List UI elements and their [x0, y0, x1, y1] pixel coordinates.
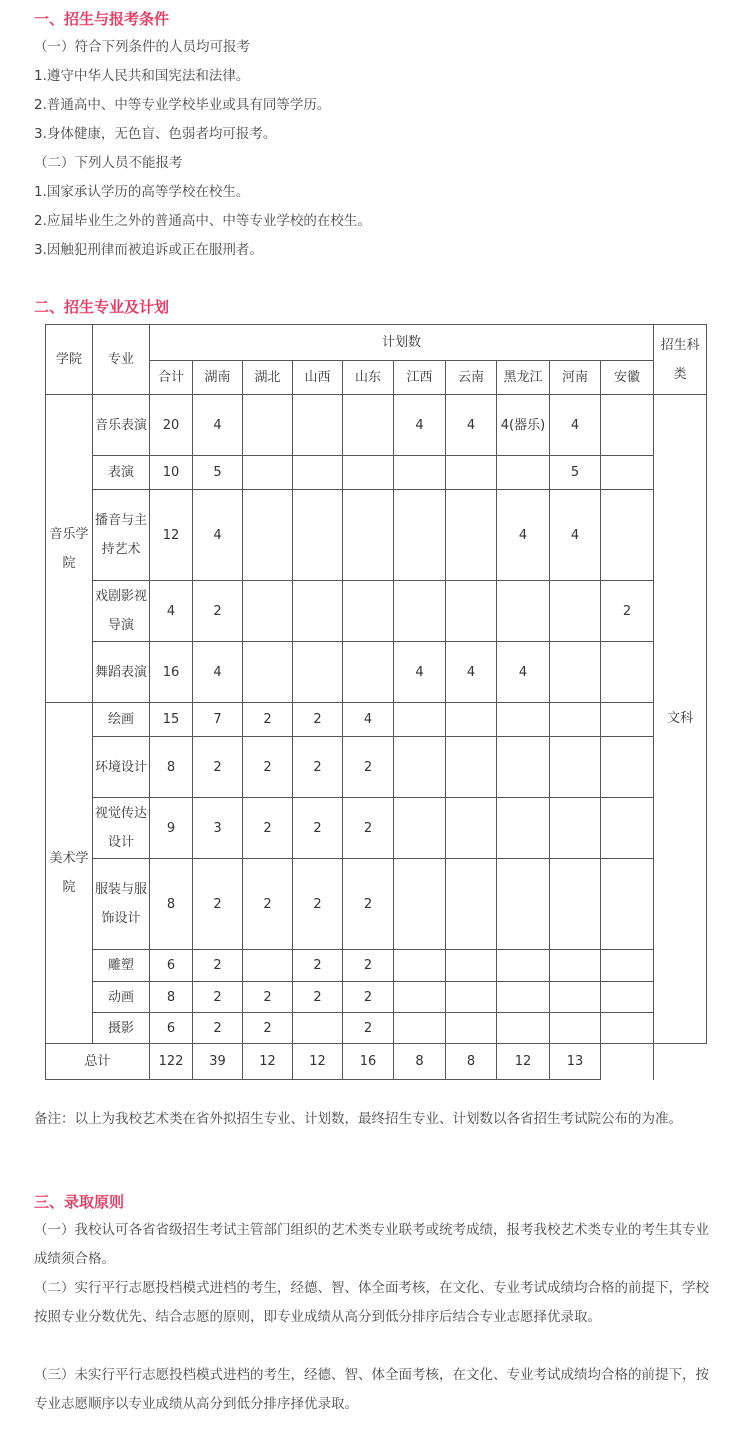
province-column-header: 河南 — [550, 361, 601, 395]
condition-line: 3.因触犯刑律而被追诉或正在服刑者。 — [34, 242, 263, 258]
table-row — [46, 798, 707, 859]
plan-count-cell — [497, 859, 550, 950]
table-row — [46, 982, 707, 1013]
plan-count-cell: 2 — [243, 859, 293, 950]
section-1-title: 一、招生与报考条件 — [34, 10, 170, 28]
total-cell: 39 — [193, 1044, 243, 1080]
plan-count-cell: 4 — [193, 490, 243, 581]
plan-count-cell: 15 — [150, 703, 193, 737]
plan-count-cell — [243, 456, 293, 490]
plan-count-cell: 2 — [343, 1013, 394, 1044]
plan-count-cell — [497, 950, 550, 982]
table-row — [46, 1013, 707, 1044]
plan-count-cell: 4 — [497, 490, 550, 581]
plan-count-cell — [446, 859, 497, 950]
total-label: 总计 — [46, 1044, 150, 1080]
major-cell: 音乐表演 — [93, 395, 150, 456]
plan-count-cell — [601, 642, 654, 703]
plan-count-cell — [601, 703, 654, 737]
enrollment-type-cell: 文科 — [654, 395, 707, 1044]
province-column-header: 合计 — [150, 361, 193, 395]
plan-count-cell — [446, 703, 497, 737]
plan-count-cell — [497, 982, 550, 1013]
plan-count-cell — [243, 395, 293, 456]
plan-count-cell: 2 — [243, 703, 293, 737]
plan-count-cell: 4 — [150, 581, 193, 642]
plan-count-cell: 9 — [150, 798, 193, 859]
section-2-title: 二、招生专业及计划 — [34, 298, 170, 316]
section-3-title: 三、录取原则 — [34, 1193, 125, 1211]
plan-count-cell — [497, 456, 550, 490]
plan-count-cell: 4 — [394, 642, 446, 703]
plan-count-cell: 2 — [343, 950, 394, 982]
plan-count-cell: 2 — [243, 1013, 293, 1044]
plan-count-cell: 2 — [293, 859, 343, 950]
plan-count-cell: 4 — [394, 395, 446, 456]
plan-count-cell: 5 — [193, 456, 243, 490]
plan-count-cell: 6 — [150, 950, 193, 982]
major-cell: 环境设计 — [93, 737, 150, 798]
plan-count-cell: 3 — [193, 798, 243, 859]
plan-count-cell: 16 — [150, 642, 193, 703]
total-cell: 16 — [343, 1044, 394, 1080]
table-row — [46, 581, 707, 642]
header-college: 学院 — [46, 325, 93, 395]
plan-count-cell: 8 — [150, 859, 193, 950]
plan-count-cell — [601, 798, 654, 859]
plan-count-cell — [601, 456, 654, 490]
table-row — [46, 456, 707, 490]
admission-principle: （一）我校认可各省省级招生考试主管部门组织的艺术类专业联考或统考成绩，报考我校艺术类专业的考生其专业成绩须合格。 — [34, 1222, 709, 1267]
plan-count-cell — [446, 490, 497, 581]
plan-count-cell: 2 — [343, 982, 394, 1013]
plan-count-cell — [243, 642, 293, 703]
plan-count-cell: 4 — [193, 395, 243, 456]
plan-count-cell — [497, 1013, 550, 1044]
total-cell: 8 — [394, 1044, 446, 1080]
plan-count-cell — [394, 950, 446, 982]
plan-count-cell — [343, 490, 394, 581]
header-enrollment-type: 招生科类 — [654, 325, 707, 395]
plan-count-cell: 2 — [293, 798, 343, 859]
province-column-header: 湖南 — [193, 361, 243, 395]
plan-count-cell — [394, 737, 446, 798]
plan-count-cell: 4 — [343, 703, 394, 737]
plan-count-cell — [446, 737, 497, 798]
plan-count-cell — [343, 456, 394, 490]
plan-count-cell: 4 — [193, 642, 243, 703]
plan-count-cell — [446, 982, 497, 1013]
total-blank-cell — [654, 1044, 707, 1080]
plan-count-cell — [497, 581, 550, 642]
table-row — [46, 642, 707, 703]
plan-count-cell — [446, 798, 497, 859]
plan-count-cell — [550, 798, 601, 859]
plan-count-cell: 8 — [150, 737, 193, 798]
plan-count-cell — [293, 1013, 343, 1044]
plan-count-cell — [601, 395, 654, 456]
province-column-header: 云南 — [446, 361, 497, 395]
plan-count-cell: 4 — [446, 642, 497, 703]
plan-count-cell: 2 — [293, 950, 343, 982]
province-column-header: 山西 — [293, 361, 343, 395]
plan-count-cell: 5 — [550, 456, 601, 490]
major-cell: 动画 — [93, 982, 150, 1013]
plan-count-cell — [601, 1013, 654, 1044]
plan-count-cell: 8 — [150, 982, 193, 1013]
total-cell: 12 — [293, 1044, 343, 1080]
plan-count-cell — [293, 456, 343, 490]
plan-count-cell: 2 — [293, 737, 343, 798]
table-row — [46, 859, 707, 950]
plan-count-cell: 2 — [343, 737, 394, 798]
plan-count-cell — [446, 456, 497, 490]
college-cell: 美术学院 — [46, 703, 93, 1044]
plan-count-cell: 10 — [150, 456, 193, 490]
plan-count-cell — [550, 950, 601, 982]
plan-count-cell — [601, 950, 654, 982]
plan-count-cell — [394, 456, 446, 490]
plan-count-cell: 2 — [243, 737, 293, 798]
plan-count-cell — [550, 581, 601, 642]
plan-count-cell: 4 — [550, 395, 601, 456]
major-cell: 雕塑 — [93, 950, 150, 982]
plan-count-cell — [343, 395, 394, 456]
province-column-header: 山东 — [343, 361, 394, 395]
header-plan-count: 计划数 — [150, 325, 654, 361]
major-cell: 视觉传达设计 — [93, 798, 150, 859]
total-cell: 122 — [150, 1044, 193, 1080]
plan-count-cell — [497, 798, 550, 859]
table-row — [46, 703, 707, 737]
admission-principle: （三）未实行平行志愿投档模式进档的考生，经德、智、体全面考核，在文化、专业考试成绩均合格的前提下，按专业志愿顺序以专业成绩从高分到低分排序择优录取。 — [34, 1367, 709, 1412]
plan-count-cell — [550, 703, 601, 737]
condition-line: （二）下列人员不能报考 — [34, 155, 183, 171]
plan-count-cell — [394, 1013, 446, 1044]
plan-count-cell: 2 — [193, 859, 243, 950]
admission-principle: （二）实行平行志愿投档模式进档的考生，经德、智、体全面考核，在文化、专业考试成绩均合格的前提下，学校按照专业分数优先、结合志愿的原则，即专业成绩从高分到低分排序后结合专业志愿择优录取。 — [34, 1280, 709, 1325]
province-column-header: 湖北 — [243, 361, 293, 395]
plan-count-cell — [293, 490, 343, 581]
plan-count-cell — [601, 490, 654, 581]
condition-line: 1.国家承认学历的高等学校在校生。 — [34, 184, 250, 200]
plan-count-cell: 12 — [150, 490, 193, 581]
plan-count-cell — [293, 642, 343, 703]
condition-line: 2.普通高中、中等专业学校毕业或具有同等学历。 — [34, 97, 331, 113]
plan-count-cell: 4 — [497, 642, 550, 703]
enrollment-plan-table — [45, 324, 707, 1080]
plan-count-cell — [601, 737, 654, 798]
plan-count-cell: 2 — [601, 581, 654, 642]
plan-count-cell: 4 — [446, 395, 497, 456]
table-row — [46, 490, 707, 581]
plan-count-cell — [550, 1013, 601, 1044]
plan-count-cell — [446, 581, 497, 642]
plan-count-cell: 2 — [293, 982, 343, 1013]
plan-count-cell — [243, 581, 293, 642]
total-cell — [601, 1044, 654, 1080]
major-cell: 舞蹈表演 — [93, 642, 150, 703]
table-row — [46, 950, 707, 982]
province-column-header: 黑龙江 — [497, 361, 550, 395]
table-row — [46, 737, 707, 798]
plan-count-cell — [550, 642, 601, 703]
plan-count-cell: 2 — [193, 982, 243, 1013]
plan-count-cell — [601, 982, 654, 1013]
plan-count-cell — [394, 703, 446, 737]
plan-count-cell: 2 — [193, 1013, 243, 1044]
condition-line: 2.应届毕业生之外的普通高中、中等专业学校的在校生。 — [34, 213, 371, 229]
plan-count-cell: 2 — [293, 703, 343, 737]
plan-count-cell — [550, 737, 601, 798]
plan-count-cell — [293, 395, 343, 456]
total-cell: 8 — [446, 1044, 497, 1080]
college-cell: 音乐学院 — [46, 395, 93, 703]
plan-count-cell — [394, 581, 446, 642]
plan-count-cell — [446, 1013, 497, 1044]
plan-count-cell — [550, 982, 601, 1013]
plan-count-cell: 4(器乐) — [497, 395, 550, 456]
major-cell: 绘画 — [93, 703, 150, 737]
table-note: 备注：以上为我校艺术类在省外拟招生专业、计划数，最终招生专业、计划数以各省招生考试院公布的为准。 — [34, 1111, 682, 1127]
plan-count-cell: 7 — [193, 703, 243, 737]
total-cell: 12 — [497, 1044, 550, 1080]
plan-count-cell — [343, 581, 394, 642]
major-cell: 戏剧影视导演 — [93, 581, 150, 642]
plan-count-cell — [394, 859, 446, 950]
plan-count-cell: 2 — [343, 798, 394, 859]
plan-count-cell: 2 — [243, 798, 293, 859]
plan-count-cell: 20 — [150, 395, 193, 456]
plan-count-cell — [394, 982, 446, 1013]
plan-count-cell — [243, 950, 293, 982]
major-cell: 服装与服饰设计 — [93, 859, 150, 950]
plan-count-cell: 2 — [243, 982, 293, 1013]
province-column-header: 安徽 — [601, 361, 654, 395]
major-cell: 表演 — [93, 456, 150, 490]
plan-count-cell: 2 — [193, 950, 243, 982]
total-cell: 13 — [550, 1044, 601, 1080]
major-cell: 播音与主持艺术 — [93, 490, 150, 581]
plan-count-cell — [394, 798, 446, 859]
plan-count-cell — [293, 581, 343, 642]
total-cell: 12 — [243, 1044, 293, 1080]
plan-count-cell — [497, 703, 550, 737]
plan-count-cell: 2 — [193, 581, 243, 642]
plan-count-cell: 6 — [150, 1013, 193, 1044]
plan-count-cell: 2 — [193, 737, 243, 798]
condition-line: 1.遵守中华人民共和国宪法和法律。 — [34, 68, 250, 84]
condition-line: 3.身体健康，无色盲、色弱者均可报考。 — [34, 126, 277, 142]
plan-count-cell — [601, 859, 654, 950]
plan-count-cell — [394, 490, 446, 581]
header-major: 专业 — [93, 325, 150, 395]
province-column-header: 江西 — [394, 361, 446, 395]
major-cell: 摄影 — [93, 1013, 150, 1044]
plan-count-cell — [497, 737, 550, 798]
condition-line: （一）符合下列条件的人员均可报考 — [34, 39, 250, 55]
table-row — [46, 395, 707, 456]
plan-count-cell: 2 — [343, 859, 394, 950]
plan-count-cell — [343, 642, 394, 703]
plan-count-cell — [446, 950, 497, 982]
plan-count-cell: 4 — [550, 490, 601, 581]
plan-count-cell — [550, 859, 601, 950]
plan-count-cell — [243, 490, 293, 581]
